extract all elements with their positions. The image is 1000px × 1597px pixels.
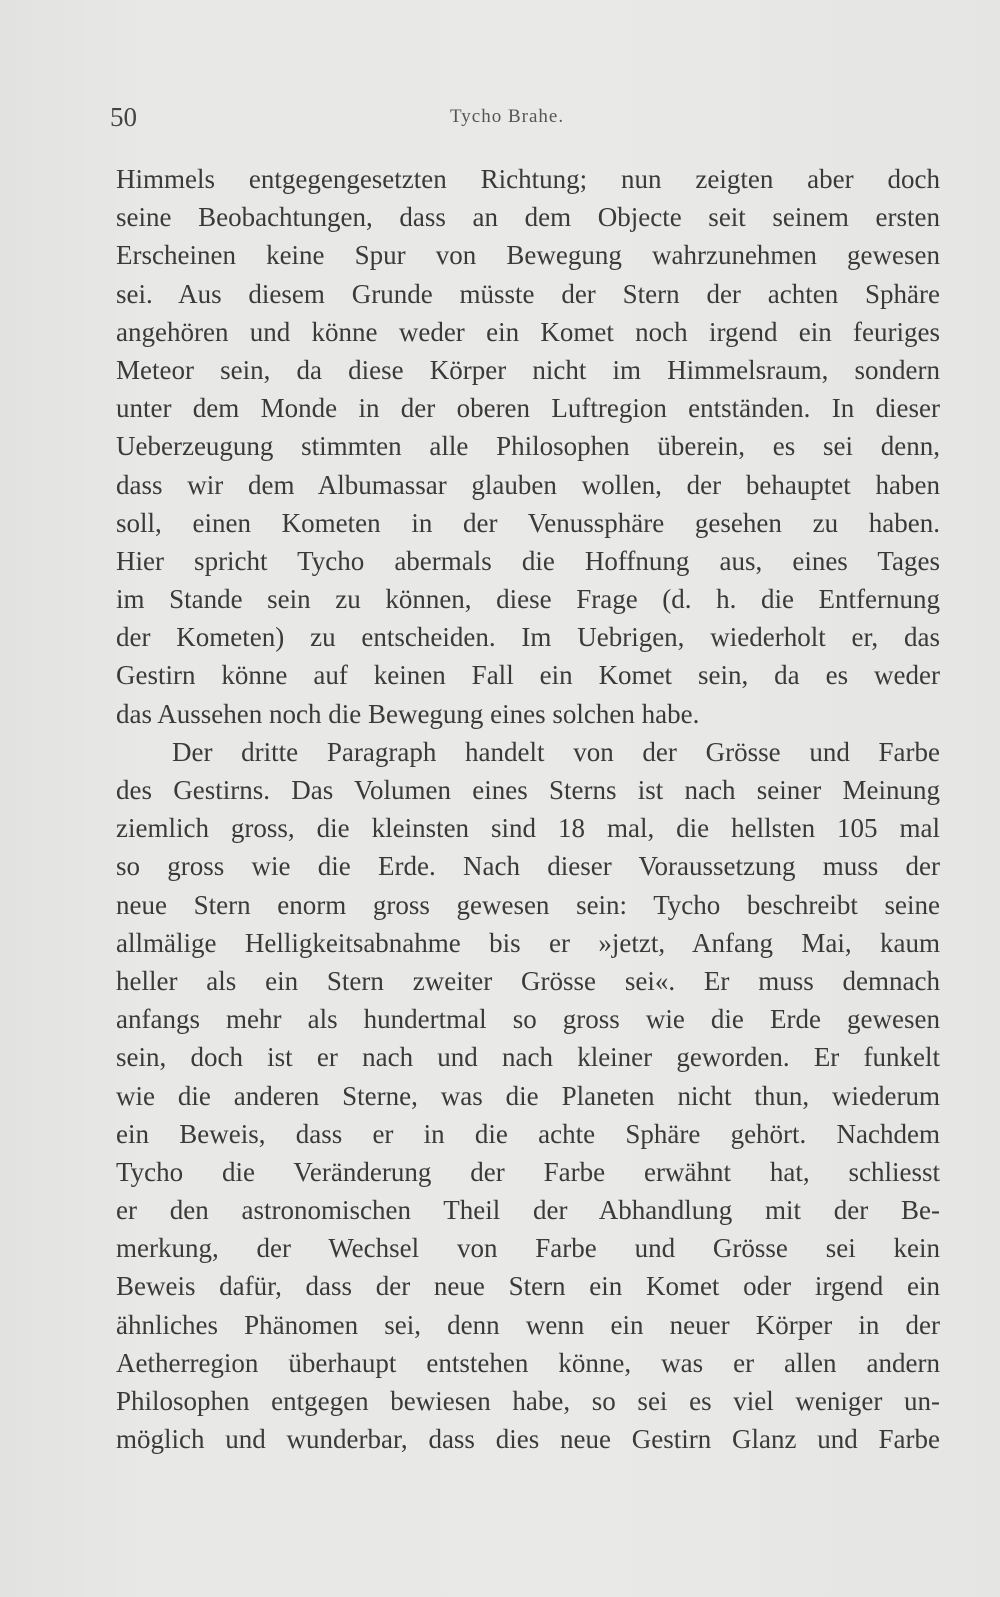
text-line: Beweis dafür, dass der neue Stern ein Komet oder irgend ein	[116, 1271, 940, 1302]
text-line: der Kometen) zu entscheiden. Im Uebrigen, wiederholt er, das	[116, 622, 940, 653]
running-head: Tycho Brahe.	[450, 106, 565, 127]
text-line: möglich und wunderbar, dass dies neue Gestirn Glanz und Farbe	[116, 1424, 940, 1455]
text-line: des Gestirns. Das Volumen eines Sterns ist nach seiner Meinung	[116, 775, 940, 805]
text-line: Tycho die Veränderung der Farbe erwähnt hat, schliesst	[116, 1156, 940, 1187]
text-line: ziemlich gross, die kleinsten sind 18 mal, die hellsten 105 mal	[116, 813, 940, 844]
text-line: so gross wie die Erde. Nach dieser Voraussetzung muss der	[116, 851, 940, 882]
text-line: im Stande sein zu können, diese Frage (d. h. die Entfernung	[116, 584, 940, 615]
text-line: Himmels entgegengesetzten Richtung; nun zeigten aber doch	[116, 164, 940, 194]
text-line: ein Beweis, dass er in die achte Sphäre gehört. Nachdem	[116, 1118, 940, 1149]
body-text	[116, 160, 940, 1458]
text-line: Philosophen entgegen bewiesen habe, so sei es viel weniger un-	[116, 1386, 940, 1416]
text-line: merkung, der Wechsel von Farbe und Grösse sei kein	[116, 1233, 940, 1264]
text-line: Erscheinen keine Spur von Bewegung wahrzunehmen gewesen	[116, 240, 940, 271]
text-line: Meteor sein, da diese Körper nicht im Himmelsraum, sondern	[116, 354, 940, 385]
text-line: das Aussehen noch die Bewegung eines solchen habe.	[116, 698, 700, 729]
text-line: Hier spricht Tycho abermals die Hoffnung aus, eines Tages	[116, 545, 940, 576]
text-line: wie die anderen Sterne, was die Planeten nicht thun, wiederum	[116, 1080, 940, 1111]
text-line: Aetherregion überhaupt entstehen könne, was er allen andern	[116, 1347, 940, 1378]
text-line: sein, doch ist er nach und nach kleiner geworden. Er funkelt	[116, 1042, 940, 1073]
text-line: dass wir dem Albumassar glauben wollen, der behauptet haben	[116, 469, 940, 500]
text-line: allmälige Helligkeitsabnahme bis er »jetzt, Anfang Mai, kaum	[116, 927, 940, 958]
page-header	[110, 102, 940, 136]
text-line: ähnliches Phänomen sei, denn wenn ein neuer Körper in der	[116, 1309, 940, 1340]
text-line: Gestirn könne auf keinen Fall ein Komet sein, da es weder	[116, 660, 940, 691]
text-line: Ueberzeugung stimmten alle Philosophen überein, es sei denn,	[116, 431, 940, 462]
page-number: 50	[110, 102, 137, 132]
text-line: soll, einen Kometen in der Venussphäre gesehen zu haben.	[116, 507, 940, 538]
text-line: seine Beobachtungen, dass an dem Objecte seit seinem ersten	[116, 202, 940, 233]
text-line: angehören und könne weder ein Komet noch irgend ein feuriges	[116, 316, 940, 347]
text-line: heller als ein Stern zweiter Grösse sei«. Er muss demnach	[116, 965, 940, 996]
text-line: er den astronomischen Theil der Abhandlung mit der Be-	[116, 1195, 940, 1226]
text-line: anfangs mehr als hundertmal so gross wie die Erde gewesen	[116, 1004, 940, 1035]
text-line: neue Stern enorm gross gewesen sein: Tycho beschreibt seine	[116, 889, 940, 920]
text-line: unter dem Monde in der oberen Luftregion entständen. In dieser	[116, 393, 940, 424]
paragraph-start-line: Der dritte Paragraph handelt von der Grösse und Farbe	[172, 736, 940, 767]
text-line: sei. Aus diesem Grunde müsste der Stern der achten Sphäre	[116, 278, 940, 309]
